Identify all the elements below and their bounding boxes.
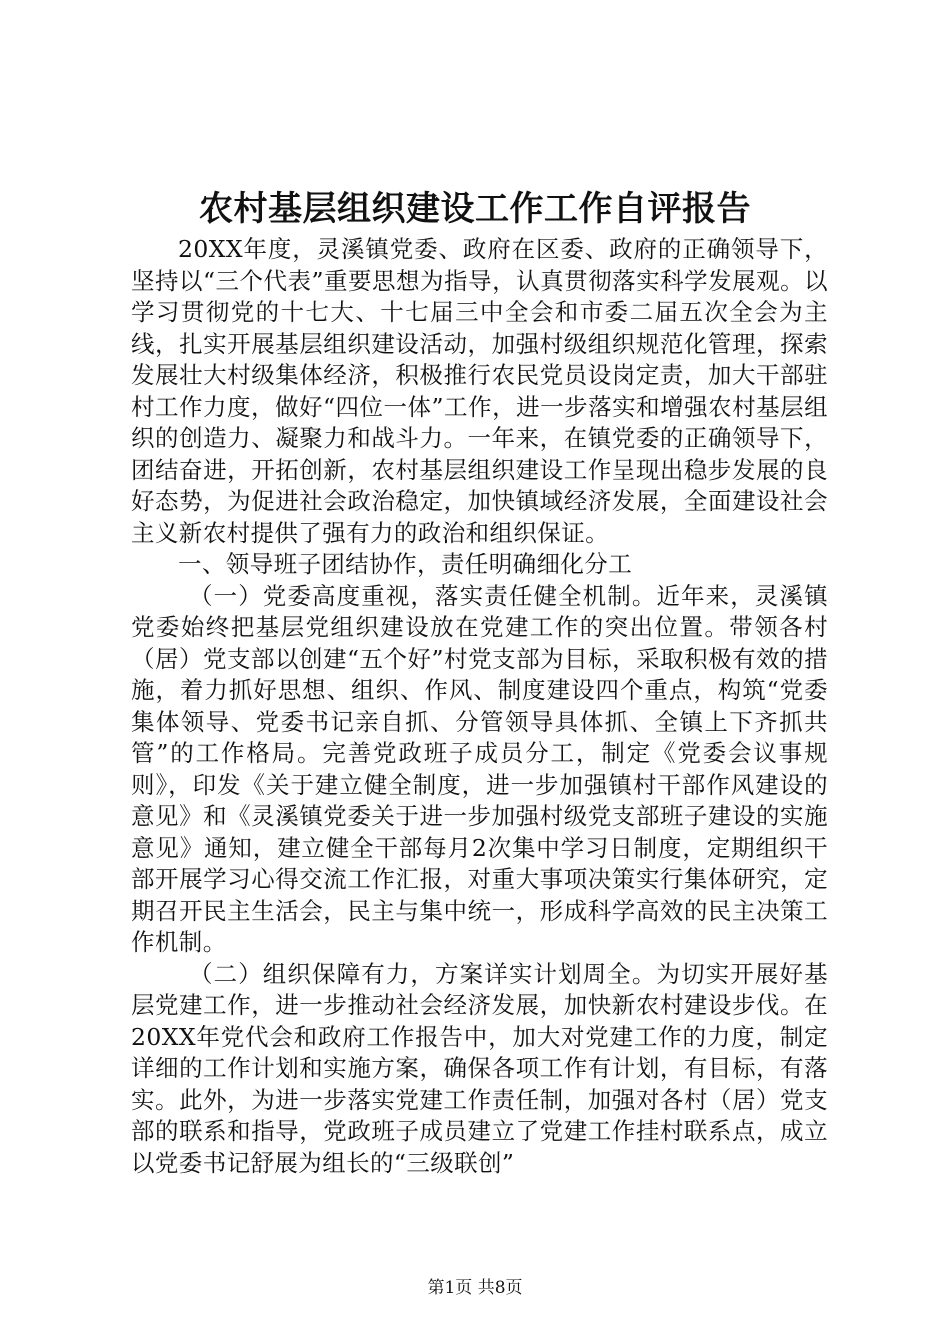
section-heading: 一、领导班子团结协作，责任明确细化分工 xyxy=(178,550,633,578)
subsection-paragraph-2: （二）组织保障有力，方案详实计划周全。为切实开展好基层党建工作，进一步推动社会经济发展，加快新农村建设步伐。在20XX年党代会和政府工作报告中，加大对党建工作的力度，制定详细的工作计划和实施方案，确保各项工作有计划，有目标，有落实。此外，为进一步落实党建工作责任制，加强对各村（居）党支部的联系和指导，党政班子成员建立了党建工作挂村联系点，成立以党委书记舒展为组长的“三级联创” xyxy=(131,959,828,1177)
document-body xyxy=(131,234,828,1179)
document-title: 农村基层组织建设工作工作自评报告 xyxy=(199,189,751,229)
subsection-paragraph-1: （一）党委高度重视，落实责任健全机制。近年来，灵溪镇党委始终把基层党组织建设放在党建工作的突出位置。带领各村（居）党支部以创建“五个好”村党支部为目标，采取积极有效的措施，着力抓好思想、组织、作风、制度建设四个重点，构筑“党委集体领导、党委书记亲自抓、分管领导具体抓、全镇上下齐抓共管”的工作格局。完善党政班子成员分工，制定《党委会议事规则》，印发《关于建立健全制度，进一步加强镇村干部作风建设的意见》和《灵溪镇党委关于进一步加强村级党支部班子建设的实施意见》通知，建立健全干部每月2次集中学习日制度，定期组织干部开展学习心得交流工作汇报，对重大事项决策实行集体研究，定期召开民主生活会，民主与集中统一，形成科学高效的民主决策工作机制。 xyxy=(131,581,828,956)
page-number: 第1页 共8页 xyxy=(427,1278,523,1298)
intro-paragraph: 20XX年度，灵溪镇党委、政府在区委、政府的正确领导下，坚持以“三个代表”重要思想为指导，认真贯彻落实科学发展观。以学习贯彻党的十七大、十七届三中全会和市委二届五次全会为主线，扎实开展基层组织建设活动，加强村级组织规范化管理，探索发展壮大村级集体经济，积极推行农民党员设岗定责，加大干部驻村工作力度，做好“四位一体”工作，进一步落实和增强农村基层组织的创造力、凝聚力和战斗力。一年来，在镇党委的正确领导下，团结奋进，开拓创新，农村基层组织建设工作呈现出稳步发展的良好态势，为促进社会政治稳定，加快镇域经济发展，全面建设社会主义新农村提供了强有力的政治和组织保证。 xyxy=(131,235,828,547)
